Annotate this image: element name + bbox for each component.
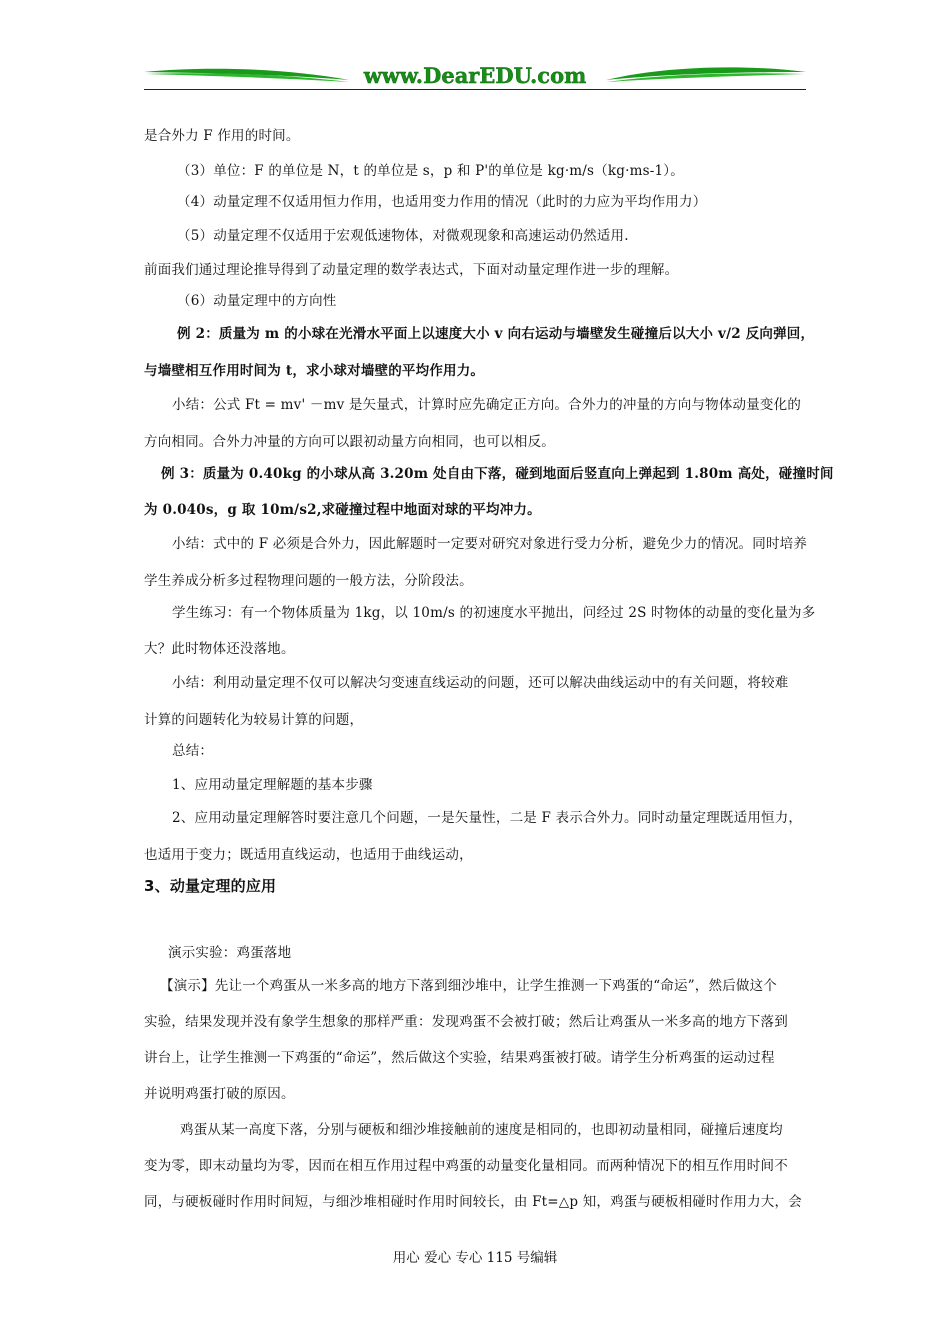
demo-paragraph-line: 【演示】先让一个鸡蛋从一米多高的地方下落到细沙堆中，让学生推测一下鸡蛋的“命运”，然后做这个 — [160, 978, 778, 994]
summary-line: 学生养成分析多过程物理问题的一般方法，分阶段法。 — [144, 573, 473, 589]
header-divider — [144, 89, 806, 90]
example-3-question: 为 0.040s，g 取 10m/s2,求碰撞过程中地面对球的平均冲力。 — [144, 502, 541, 518]
demo-paragraph-line: 并说明鸡蛋打破的原因。 — [144, 1086, 295, 1102]
conclusion-item: 也适用于变力；既适用直线运动，也适用于曲线运动， — [144, 847, 473, 863]
summary-line: 方向相同。合外力冲量的方向可以跟初动量方向相同，也可以相反。 — [144, 434, 555, 450]
analysis-paragraph-line: 同，与硬板碰时作用时间短，与细沙堆相碰时作用时间较长，由 Ft=△p 知，鸡蛋与硬板相碰时作用力大，会 — [144, 1194, 802, 1210]
page-footer: 用心 爱心 专心 115 号编辑 — [392, 1250, 558, 1266]
site-logo-text: www.DearEDU.com — [363, 63, 587, 88]
analysis-paragraph-line: 变为零，即末动量均为零，因而在相互作用过程中鸡蛋的动量变化量相同。而两种情况下的相互作用时间不 — [144, 1158, 788, 1174]
analysis-paragraph-line: 鸡蛋从某一高度下落，分别与硬板和细沙堆接触前的速度是相同的，也即初动量相同，碰撞后速度均 — [180, 1122, 783, 1138]
example-3-question: 例 3：质量为 0.40kg 的小球从高 3.20m 处自由下落，碰到地面后竖直向上弹起到 1.80m 高处，碰撞时间 — [161, 466, 834, 482]
paragraph-line: （5）动量定理不仅适用于宏观低速物体，对微观现象和高速运动仍然适用. — [177, 228, 629, 244]
example-2-question: 与墙壁相互作用时间为 t，求小球对墙壁的平均作用力。 — [144, 363, 485, 379]
example-2-question: 例 2：质量为 m 的小球在光滑水平面上以速度大小 v 向右运动与墙壁发生碰撞后以大小 v/2 反向弹回， — [177, 326, 815, 342]
conclusion-label: 总结： — [172, 743, 214, 759]
header-swoosh-graphic — [144, 58, 806, 92]
paragraph-line: （6）动量定理中的方向性 — [177, 293, 337, 309]
student-exercise-line: 大？此时物体还没落地。 — [144, 641, 295, 657]
student-exercise-line: 学生练习：有一个物体质量为 1kg，以 10m/s 的初速度水平抛出，问经过 2S 时物体的动量的变化量为多 — [172, 605, 816, 621]
demo-paragraph-line: 讲台上，让学生推测一下鸡蛋的“命运”，然后做这个实验，结果鸡蛋被打破。请学生分析鸡蛋的运动过程 — [144, 1050, 775, 1066]
conclusion-item: 1、应用动量定理解题的基本步骤 — [172, 777, 373, 793]
summary-line: 小结：式中的 F 必须是合外力，因此解题时一定要对研究对象进行受力分析，避免少力的情况。同时培养 — [172, 536, 808, 552]
conclusion-item: 2、应用动量定理解答时要注意几个问题，一是矢量性，二是 F 表示合外力。同时动量定理既适用恒力， — [172, 810, 803, 826]
section-heading: 3、动量定理的应用 — [144, 877, 277, 895]
site-header-banner — [144, 58, 806, 92]
summary-line: 计算的问题转化为较易计算的问题， — [144, 712, 364, 728]
summary-line: 小结：利用动量定理不仅可以解决匀变速直线运动的问题，还可以解决曲线运动中的有关问题，将较难 — [172, 675, 789, 691]
summary-line: 小结：公式 Ft = mv' －mv 是矢量式，计算时应先确定正方向。合外力的冲量的方向与物体动量变化的 — [172, 397, 802, 413]
paragraph-line: 前面我们通过理论推导得到了动量定理的数学表达式，下面对动量定理作进一步的理解。 — [144, 262, 679, 278]
paragraph-line: （4）动量定理不仅适用恒力作用，也适用变力作用的情况（此时的力应为平均作用力） — [177, 194, 707, 210]
paragraph-line: （3）单位：F 的单位是 N，t 的单位是 s，p 和 P'的单位是 kg·m/s（kg·ms-1）。 — [177, 163, 684, 179]
demo-paragraph-line: 实验，结果发现并没有象学生想象的那样严重：发现鸡蛋不会被打破；然后让鸡蛋从一米多高的地方下落到 — [144, 1014, 788, 1030]
paragraph-line: 是合外力 F 作用的时间。 — [144, 128, 300, 144]
demo-title: 演示实验：鸡蛋落地 — [168, 945, 292, 961]
